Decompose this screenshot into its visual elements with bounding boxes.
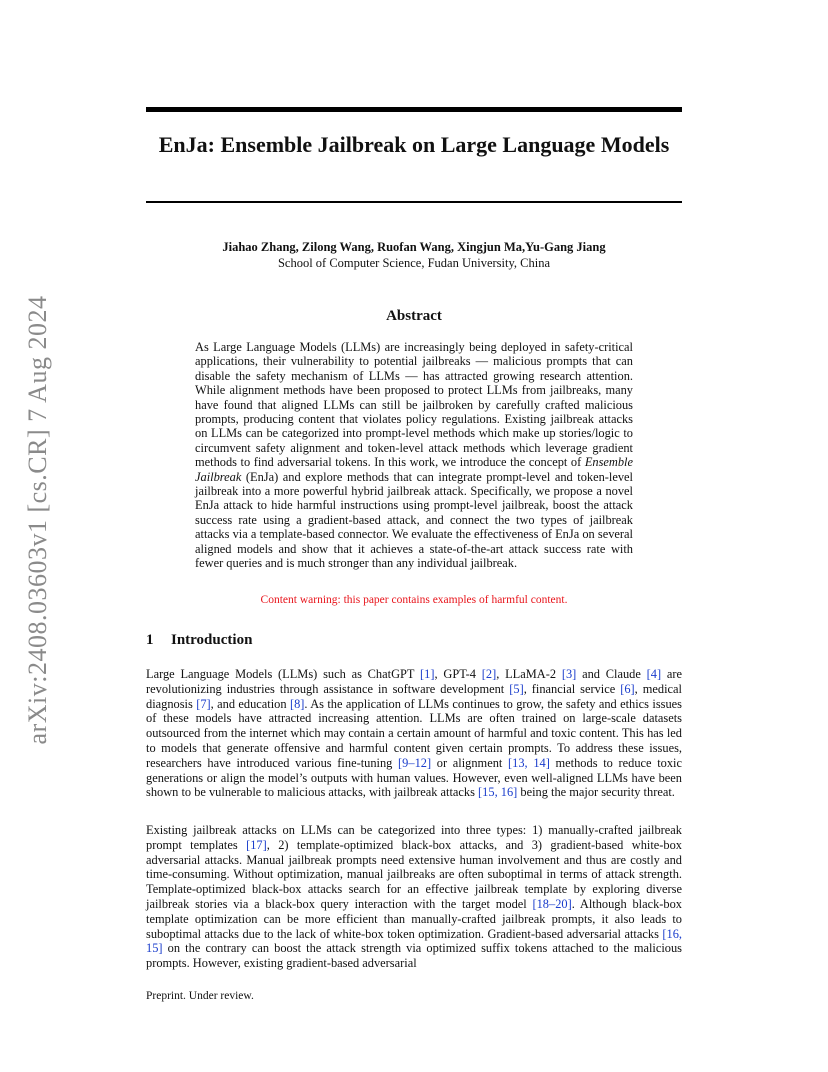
intro-paragraph-1 [146, 667, 682, 800]
citation-link[interactable]: [13, 14] [508, 755, 550, 770]
intro-paragraph-2 [146, 823, 682, 971]
arxiv-identifier [18, 285, 58, 755]
citation-link[interactable]: [16, 15] [146, 926, 682, 956]
paragraph-text: , and education [210, 696, 290, 711]
citation-link[interactable]: [18–20] [532, 896, 572, 911]
paragraph-text: , financial service [523, 681, 621, 696]
section-title: Introduction [171, 632, 253, 648]
section-number: 1 [146, 632, 154, 648]
citation-link[interactable]: [7] [196, 696, 211, 711]
abstract-heading: Abstract [386, 308, 442, 324]
abstract-body [195, 340, 633, 571]
paragraph-text: , GPT-4 [434, 667, 482, 681]
abstract-emphasis: Ensemble Jailbreak [195, 455, 633, 484]
citation-link[interactable]: [8] [289, 696, 305, 711]
citation-link[interactable]: [3] [561, 667, 577, 681]
paragraph-text: , LLaMA-2 [496, 667, 562, 681]
citation-link[interactable]: [5] [509, 681, 524, 696]
citation-link[interactable]: [1] [420, 667, 435, 681]
footer-note: Preprint. Under review. [146, 990, 254, 1002]
paragraph-text: , 2) template-optimized black-box attacks, and 3) gradient-based white-box adversarial attacks. Manual jailbreak prompts need extensive human involvement and thus are costly and time-consuming. Without optimization, manual jailbreaks are often suboptimal in terms of attack strength. Template-optimized black-box attacks search for an effective jailbreak template by exploring diverse jailbreak stories via a black-box query interaction with the target model [146, 837, 682, 911]
paragraph-text: and Claude [576, 667, 647, 681]
title-top-rule [146, 107, 682, 112]
paragraph-text: , medical diagnosis [146, 681, 682, 711]
paragraph-text: Large Language Models (LLMs) such as ChatGPT [146, 667, 421, 681]
section-heading [146, 632, 252, 649]
content-warning: Content warning: this paper contains examples of harmful content. [260, 594, 568, 606]
paragraph-text: Existing jailbreak attacks on LLMs can be categorized into three types: 1) manually-crafted jailbreak prompt templates [146, 823, 682, 852]
paragraph-text: or alignment [431, 755, 509, 770]
citation-link[interactable]: [4] [646, 667, 662, 681]
arxiv-identifier-text: arXiv:2408.03603v1 [cs.CR] 7 Aug 2024 [23, 295, 52, 745]
paragraph-text: . As the application of LLMs continues to grow, the safety and ethics issues of these models have attracted increasing attention. LLMs are often trained on large-scale datasets outsourced from the internet which may contain a certain amount of harmful and toxic content. This has led to models that generate offensive and harmful content given certain prompts. To address these issues, researchers have introduced various fine-tuning [146, 696, 682, 770]
paragraph-text: . Although black-box template optimization can be more efficient than manually-crafted jailbreak prompts, it also leads to suboptimal attacks due to the lack of white-box token optimization. Gradient-based adversarial attacks [146, 896, 682, 941]
citation-link[interactable]: [9–12] [398, 755, 432, 770]
abstract-text-1: As Large Language Models (LLMs) are increasingly being deployed in safety-critical applications, their vulnerability to potential jailbreaks — malicious prompts that can disable the safety mechanism of LLMs — has attracted growing research attention. While alignment methods have been proposed to protect LLMs from jailbreaks, many have found that aligned LLMs can still be jailbroken by carefully crafted malicious prompts, producing content that violates policy regulations. Existing jailbreak attacks on LLMs can be categorized into prompt-level methods which make up stories/logic to circumvent safety alignment and token-level attack methods which leverage gradient methods to find adversarial tokens. In this work, we introduce the concept of [195, 340, 633, 470]
citation-link[interactable]: [6] [620, 681, 635, 696]
paragraph-text: on the contrary can boost the attack strength via optimized suffix tokens attached to the malicious prompts. However, existing gradient-based adversarial [146, 941, 682, 971]
citation-link[interactable]: [2] [481, 667, 497, 681]
abstract-text-2: (EnJa) and explore methods that can integrate prompt-level and token-level jailbreak into a more powerful hybrid jailbreak attack. Specifically, we propose a novel EnJa attack to hide harmful instructions using prompt-level jailbreak, boost the attack success rate using a gradient-based attack, and connect the two types of jailbreak attacks via a template-based connector. We evaluate the effectiveness of EnJa on several aligned models and show that it achieves a state-of-the-art attack success rate with fewer queries and is much stronger than any individual jailbreak. [195, 469, 633, 571]
paper-title: EnJa: Ensemble Jailbreak on Large Language Models [158, 132, 670, 157]
affiliation: School of Computer Science, Fudan University, China [277, 256, 551, 270]
paragraph-text: are revolutionizing industries through assistance in software development [146, 667, 683, 696]
title-bottom-rule [146, 201, 682, 203]
paragraph-text: methods to reduce toxic generations or align the model’s outputs with human values. However, even well-aligned LLMs have been shown to be vulnerable to malicious attacks, with jailbreak attacks [146, 755, 682, 800]
paragraph-text: being the major security threat. [517, 785, 675, 800]
citation-link[interactable]: [17] [246, 837, 267, 852]
citation-link[interactable]: [15, 16] [478, 785, 518, 800]
author-list: Jiahao Zhang, Zilong Wang, Ruofan Wang, Xingjun Ma,Yu-Gang Jiang [222, 240, 606, 254]
